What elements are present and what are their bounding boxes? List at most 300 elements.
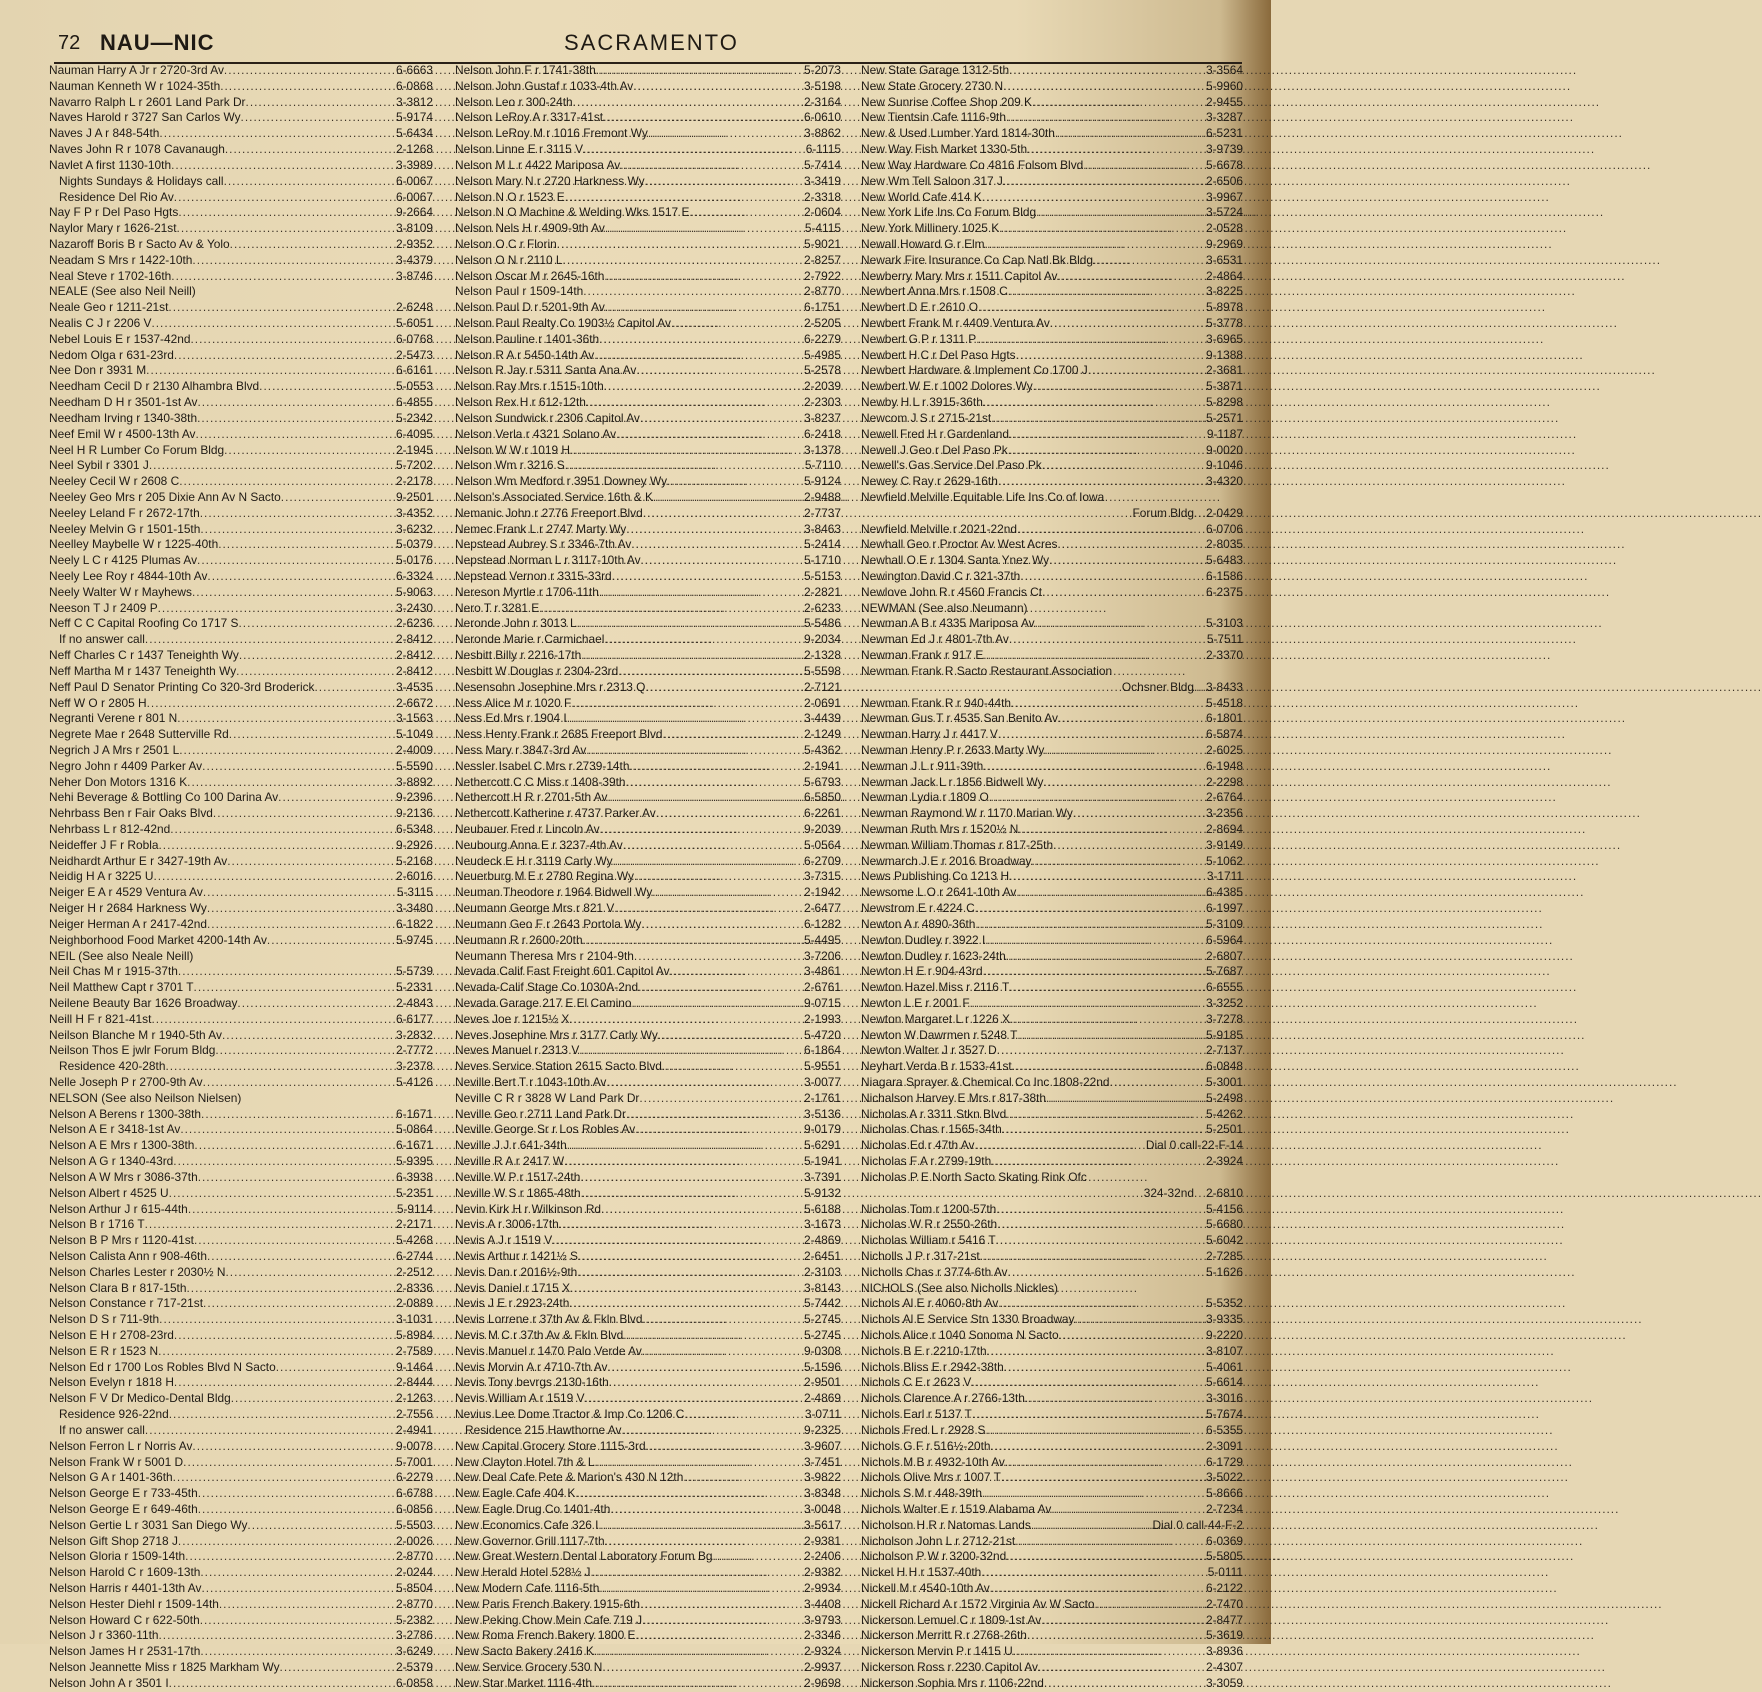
- directory-listing: [455, 126, 841, 142]
- directory-listing: [455, 664, 841, 680]
- listing-phone: 3-2832: [395, 1027, 433, 1042]
- directory-listing: [861, 284, 1243, 300]
- listing-phone: 3-4861: [803, 964, 841, 979]
- directory-listing: [455, 996, 841, 1012]
- listing-name: Nee Don r 3931 M: [49, 363, 147, 378]
- directory-listing: [455, 1312, 841, 1328]
- leader-dots: [200, 1565, 396, 1581]
- leader-dots: [218, 537, 396, 553]
- listing-name: Nelson J r 3360-11th: [49, 1628, 159, 1643]
- leader-dots: [194, 980, 396, 996]
- listing-phone: 2-4869: [803, 1233, 841, 1248]
- directory-listing: [49, 933, 433, 949]
- listing-phone: 2-7137: [1205, 1043, 1243, 1058]
- directory-listing: [49, 1407, 433, 1423]
- directory-listing: [861, 806, 1243, 822]
- directory-listing: [49, 348, 433, 364]
- leader-dots: [565, 458, 805, 474]
- listing-name: Nicholls Chas r 3774-6th Av: [861, 1264, 1008, 1279]
- leader-dots: [1008, 443, 1206, 459]
- listing-phone: 6-0848: [1205, 1059, 1243, 1074]
- leader-dots: [1008, 284, 1206, 300]
- listing-name: Newman Ruth Mrs r 1520½ N: [861, 822, 1019, 836]
- leader-dots: [586, 743, 804, 759]
- directory-listing: [861, 664, 1243, 680]
- directory-listing: [861, 332, 1243, 348]
- directory-listing: [861, 458, 1243, 474]
- leader-dots: [641, 917, 804, 933]
- leader-dots: [159, 126, 396, 142]
- listing-phone: 6-5874: [1205, 727, 1243, 742]
- leader-dots: [713, 1549, 804, 1565]
- leader-dots: [601, 1202, 804, 1218]
- listing-name: Nelson Paul D r 5201-9th Av: [455, 300, 605, 315]
- directory-listing: [861, 553, 1243, 569]
- directory-listing: [455, 569, 841, 585]
- listing-name: Nereson Myrtle r 1706-11th: [455, 584, 599, 599]
- directory-listing: [49, 79, 433, 95]
- listing-name: Neubauer Fred r Lincoln Av: [455, 822, 600, 836]
- listing-name: Newman J L r 911-39th: [861, 758, 984, 773]
- directory-listing: [861, 190, 1243, 206]
- listing-phone: 2-9455: [1205, 94, 1243, 109]
- listing-phone: 5-9021: [803, 236, 841, 251]
- leader-dots: [198, 1502, 396, 1518]
- leader-dots: [565, 190, 804, 206]
- directory-listing: [455, 522, 841, 538]
- directory-listing: [455, 1281, 841, 1297]
- directory-listing: [861, 1375, 1243, 1391]
- listing-phone: 3-3059: [1205, 1675, 1243, 1690]
- listing-phone: 6-0067: [395, 189, 433, 204]
- listing-phone: 9-1046: [1205, 458, 1243, 473]
- leader-dots: [220, 79, 396, 95]
- listing-name: Nevis William A r 1519 V: [455, 1391, 585, 1406]
- listing-name: Nevis Morvin A r 4710-7th Av: [455, 1359, 608, 1374]
- listing-name: Nelson Gloria r 1509-14th: [49, 1549, 186, 1564]
- leader-dots: [656, 806, 804, 822]
- listing-phone: 2-7772: [395, 1043, 433, 1058]
- leader-dots: [683, 1470, 804, 1486]
- directory-listing: [861, 1660, 1243, 1676]
- listing-phone: 6-5355: [1205, 1422, 1243, 1437]
- leader-dots: [1036, 205, 1206, 221]
- listing-name: Ness Mary r 3847-3rd Av: [455, 742, 587, 757]
- listing-phone: 3-4320: [1205, 474, 1243, 489]
- leader-dots: [626, 775, 804, 791]
- listing-name: New Service Grocery 530 N: [455, 1660, 603, 1675]
- listing-name: Nelson F V Dr Medico-Dental Bldg: [49, 1391, 231, 1406]
- leader-dots: [1020, 569, 1206, 585]
- leader-dots: [1110, 1075, 1206, 1091]
- listing-phone: 3-7451: [803, 1454, 841, 1469]
- directory-listing: [49, 775, 433, 791]
- listing-name: Neville W P r 1517-24th: [455, 1169, 581, 1184]
- listing-column-1: [49, 63, 433, 1692]
- listing-phone: 5-5486: [803, 616, 841, 631]
- listing-phone: 6-1997: [1205, 901, 1243, 916]
- directory-listing: [49, 490, 433, 506]
- leader-dots: [623, 1328, 804, 1344]
- leader-dots: [623, 838, 804, 854]
- listing-name: Neeley Geo Mrs r 205 Dixie Ann Av N Sacto: [49, 489, 281, 504]
- leader-dots: [567, 711, 804, 727]
- listing-phone: 6-1115: [805, 142, 841, 157]
- listing-phone: 6-6177: [395, 1011, 433, 1026]
- listing-phone: 5-0111: [1207, 1565, 1243, 1580]
- listing-name: Nichols Earl r 5137 T: [861, 1407, 972, 1422]
- leader-dots: [145, 1217, 396, 1233]
- directory-listing: [455, 95, 841, 111]
- directory-listing: [49, 158, 433, 174]
- directory-listing: [49, 1597, 433, 1613]
- directory-listing: [861, 632, 1243, 648]
- listing-name: New Wm Tell Saloon 317 J: [861, 173, 1003, 188]
- listing-phone: 9-2039: [803, 822, 841, 836]
- listing-phone: 6-2122: [1205, 1581, 1243, 1595]
- directory-listing: [455, 142, 841, 158]
- listing-phone: 6-0369: [1205, 1533, 1243, 1548]
- listing-phone: 3-9967: [1205, 189, 1243, 204]
- leader-dots: [1025, 1391, 1206, 1407]
- listing-name: Neidhardt Arthur E r 3427-19th Av: [49, 853, 228, 868]
- listing-phone: 3-3252: [1205, 995, 1243, 1010]
- directory-listing: [861, 1059, 1243, 1075]
- listing-name: Nepstead Norman L r 3117-10th Av: [455, 553, 641, 568]
- directory-listing: [861, 949, 1243, 965]
- leader-dots: [225, 142, 396, 158]
- directory-listing: [861, 1249, 1243, 1265]
- directory-listing: [49, 664, 433, 680]
- listing-name: Nichols Bliss E r 2942-38th: [861, 1359, 1004, 1374]
- listing-name: New Paris French Bakery 1915-6th: [455, 1596, 641, 1611]
- directory-listing: [861, 1091, 1243, 1107]
- listing-phone: 2-6233: [803, 600, 841, 615]
- directory-listing: [861, 1107, 1243, 1123]
- leader-dots: [581, 648, 804, 664]
- directory-listing: [861, 1170, 1243, 1186]
- listing-name: Nevis Arthur r 1421½ S: [455, 1248, 578, 1263]
- listing-name: Neff Martha M r 1437 Teneighth Wy: [49, 663, 237, 678]
- leader-dots: [1038, 1660, 1206, 1676]
- leader-dots: [633, 79, 804, 95]
- listing-phone: 5-2073: [803, 63, 841, 77]
- listing-phone: 9-0078: [395, 1438, 433, 1453]
- leader-dots: [1009, 63, 1206, 79]
- directory-listing: [455, 1249, 841, 1265]
- listing-name: Needham D H r 3501-1st Av: [49, 395, 198, 410]
- leader-dots: [145, 1423, 396, 1439]
- listing-phone: 2-6506: [1205, 173, 1243, 188]
- directory-listing: [49, 1312, 433, 1328]
- directory-listing: [49, 553, 433, 569]
- listing-phone: 5-1941: [803, 1154, 841, 1169]
- leader-dots: [602, 1660, 804, 1676]
- directory-listing: [455, 537, 841, 553]
- listing-name: Nelson Calista Ann r 908-46th: [49, 1248, 207, 1263]
- leader-dots: [1013, 1644, 1206, 1660]
- directory-listing: [861, 1518, 1243, 1534]
- leader-dots: [1073, 806, 1206, 822]
- listing-name: Nichols B E r 2210-17th: [861, 1343, 987, 1358]
- leader-dots: [614, 901, 804, 917]
- leader-dots: [634, 949, 804, 965]
- listing-name: New Tientsin Cafe 1116-9th: [861, 110, 1006, 125]
- listing-phone: 5-9960: [1205, 78, 1243, 93]
- listing-phone: 9-1464: [395, 1359, 433, 1374]
- listing-name: Nay F P r Del Paso Hgts: [49, 205, 179, 220]
- listing-phone: 2-8412: [395, 632, 433, 647]
- listing-phone: 5-3115: [396, 885, 433, 900]
- leader-dots: [196, 427, 396, 443]
- listing-phone: 6-1282: [803, 916, 841, 931]
- listing-phone: 2-8257: [803, 252, 841, 267]
- listing-name: News Publishing Co 1213 H: [861, 869, 1010, 884]
- leader-dots: [583, 142, 806, 158]
- leader-dots: [158, 838, 395, 854]
- directory-listing: [455, 300, 841, 316]
- directory-listing: [861, 142, 1243, 158]
- listing-phone: 2-6477: [803, 901, 841, 916]
- listing-name: Nichols S M r 448-39th: [861, 1486, 982, 1501]
- listing-name: New Governor Grill 1117-7th: [455, 1533, 605, 1548]
- listing-phone: 3-8109: [395, 221, 433, 236]
- directory-listing: [49, 1486, 433, 1502]
- leader-dots: [604, 269, 804, 285]
- listing-phone: 5-6678: [1205, 157, 1243, 172]
- leader-dots: [626, 1107, 804, 1123]
- listing-phone: 6-2261: [803, 806, 841, 821]
- listing-phone: 3-2378: [395, 1059, 433, 1074]
- leader-dots: [648, 126, 804, 142]
- listing-name: Nelson A E r 3418-1st Av: [49, 1122, 181, 1137]
- listing-phone: 3-7206: [803, 948, 841, 963]
- leader-dots: [629, 759, 804, 775]
- leader-dots: [559, 1217, 804, 1233]
- listing-name: Neff Paul D Senator Printing Co 320-3rd Broderick: [49, 679, 315, 694]
- leader-dots: [975, 917, 1206, 933]
- leader-dots: [1083, 158, 1206, 174]
- listing-name: Niagara Sprayer & Chemical Co Inc 1808-22nd: [861, 1075, 1110, 1089]
- listing-phone: 6-6663: [395, 63, 433, 77]
- listing-phone: 5-3109: [1205, 916, 1243, 931]
- listing-phone: 2-1942: [803, 885, 841, 900]
- listing-name: Neville C R r 3828 W Land Park Dr: [455, 1090, 640, 1105]
- listing-phone: 3-1673: [803, 1217, 841, 1232]
- leader-dots: [280, 1660, 396, 1676]
- directory-listing: [49, 790, 433, 806]
- listing-name: Nelson Charles Lester r 2030½ N: [49, 1264, 226, 1279]
- leader-dots: [642, 1613, 804, 1629]
- listing-name: Neves Manuel r 2313 V: [455, 1043, 580, 1058]
- listing-name: Newey C Ray r 2629-16th: [861, 474, 998, 489]
- listing-name: Neves Josephine Mrs r 3177 Carly Wy: [455, 1027, 658, 1042]
- listing-name: Newell's Gas Service Del Paso Pk: [861, 458, 1042, 473]
- directory-listing: [49, 869, 433, 885]
- directory-listing: [455, 1613, 841, 1629]
- listing-name: Nelson R Jay r 5311 Santa Ana Av: [455, 363, 637, 378]
- leader-dots: [645, 680, 804, 696]
- listing-name: Nelson N O Machine & Welding Wks 1517 E: [455, 205, 690, 220]
- directory-listing: [455, 1043, 841, 1059]
- listing-name: Nebel Louis E r 1537-42nd: [49, 331, 191, 346]
- listing-name: Nauman Harry A Jr r 2720-3rd Av: [49, 63, 224, 77]
- directory-listing: [455, 1091, 841, 1107]
- listing-phone: 2-6025: [1205, 742, 1243, 757]
- leader-dots: [203, 885, 397, 901]
- listing-phone: 5-6042: [1205, 1233, 1243, 1248]
- listing-phone: 6-0768: [395, 331, 433, 346]
- directory-listing: [455, 696, 841, 712]
- listing-phone: 6-1864: [803, 1043, 841, 1058]
- listing-name: Nelson W W r 1019 H: [455, 442, 570, 457]
- listing-phone: 2-3924: [1205, 1154, 1243, 1169]
- directory-listing: [861, 1344, 1243, 1360]
- directory-listing: [455, 1170, 841, 1186]
- directory-listing: [49, 63, 433, 79]
- leader-dots: [1055, 126, 1206, 142]
- listing-name: Nelson James H r 2531-17th: [49, 1644, 201, 1659]
- listing-phone: 5-2351: [395, 1185, 433, 1200]
- leader-dots: [1035, 616, 1206, 632]
- leader-dots: [634, 869, 804, 885]
- listing-name: Nevis Lorrene r 37th Av & Fkln Blvd: [455, 1312, 643, 1327]
- directory-listing: [861, 1407, 1243, 1423]
- listing-name: New Sacto Bakery 2416 K: [455, 1644, 594, 1659]
- directory-listing: [861, 411, 1243, 427]
- listing-phone: 3-6531: [1205, 252, 1243, 267]
- directory-listing: [455, 190, 841, 206]
- directory-listing: [49, 363, 433, 379]
- listing-phone: 2-0691: [803, 695, 841, 710]
- listing-name: Nevius Lee Dome Tractor & Imp Co 1206 C: [455, 1407, 685, 1422]
- listing-name: Nichols Clarence A r 2766-13th: [861, 1391, 1025, 1406]
- listing-phone: 5-2168: [395, 853, 433, 868]
- listing-name: Nevis Dan r 2016½-9th: [455, 1264, 578, 1279]
- listing-name: Nicholas Chas r 1565-34th: [861, 1122, 1002, 1137]
- listing-name: New Eagle Drug Co 1401-4th: [455, 1501, 611, 1516]
- leader-dots: [197, 411, 396, 427]
- directory-listing: [49, 1122, 433, 1138]
- listing-phone: 5-0379: [395, 537, 433, 552]
- listing-name: Nelson Clara B r 817-15th: [49, 1280, 187, 1295]
- leader-dots: [570, 443, 804, 459]
- leader-dots: [169, 1186, 396, 1202]
- listing-phone: 9-2969: [1205, 236, 1243, 251]
- listing-phone: 3-5724: [1205, 205, 1243, 220]
- listing-name: Neighborhood Food Market 4200-14th Av: [49, 932, 267, 947]
- directory-listing: [455, 854, 841, 870]
- listing-phone: 5-2498: [1205, 1090, 1243, 1105]
- directory-listing: [49, 332, 433, 348]
- listing-phone: 3-0048: [803, 1501, 841, 1516]
- listing-name: Newcom J S r 2715-21st: [861, 410, 992, 425]
- listing-phone: 2-1993: [803, 1011, 841, 1026]
- leader-dots: [168, 300, 396, 316]
- leader-dots: [599, 332, 804, 348]
- directory-listing: [861, 838, 1243, 854]
- listing-name: Neville J J r 641-34th: [455, 1138, 567, 1153]
- leader-dots: [178, 205, 396, 221]
- directory-listing: [49, 221, 433, 237]
- listing-name: Newby H L r 3915-36th: [861, 395, 983, 410]
- listing-phone: 2-9934: [803, 1581, 841, 1595]
- listing-name: Nelson Gift Shop 2718 J: [49, 1533, 178, 1548]
- listing-name: Neville R A r 2417 W: [455, 1154, 565, 1169]
- leader-dots: [169, 1407, 396, 1423]
- leader-dots: [639, 1091, 804, 1107]
- listing-phone: 6-1586: [1205, 569, 1243, 583]
- directory-listing: [861, 1470, 1243, 1486]
- listing-name: Nicholas W R r 2550-26th: [861, 1217, 998, 1232]
- listing-phone: 5-6483: [1205, 553, 1243, 568]
- directory-listing: [49, 142, 433, 158]
- listing-name: Nelson G A r 1401-36th: [49, 1470, 173, 1485]
- leader-dots: [153, 869, 396, 885]
- listing-name: Nelson A E Mrs r 1300-38th: [49, 1138, 195, 1153]
- leader-dots: [1044, 743, 1206, 759]
- listing-phone: 3-8143: [803, 1280, 841, 1295]
- listing-name: Nickell Richard A r 1572 Virginia Av W Sacto: [861, 1596, 1095, 1611]
- directory-listing: [49, 885, 433, 901]
- leader-dots: [616, 427, 804, 443]
- directory-listing: [455, 1344, 841, 1360]
- directory-listing: [455, 585, 841, 601]
- leader-dots: [1006, 1549, 1206, 1565]
- listing-phone: 5-3778: [1205, 316, 1243, 330]
- directory-listing: [49, 727, 433, 743]
- listing-phone: 2-7121: [803, 679, 841, 694]
- leader-dots: [604, 632, 804, 648]
- leader-dots: [231, 1391, 396, 1407]
- leader-dots: [192, 1439, 396, 1455]
- listing-phone: 2-6236: [395, 616, 433, 631]
- directory-listing: [49, 1439, 433, 1455]
- directory-listing: [861, 79, 1243, 95]
- listing-phone: 2-7589: [395, 1343, 433, 1358]
- listing-name: Neves Service Station 2615 Sacto Blvd: [455, 1059, 662, 1074]
- leader-dots: [179, 474, 396, 490]
- directory-listing: [49, 126, 433, 142]
- listing-name: New State Grocery 2730 N: [861, 78, 1004, 93]
- leader-dots: [570, 1281, 804, 1297]
- directory-listing: [49, 1644, 433, 1660]
- listing-phone: 2-1945: [395, 442, 433, 457]
- directory-listing: [455, 885, 841, 901]
- directory-listing: [49, 1281, 433, 1297]
- listing-name: NICHOLS (See also Nicholls Nickles): [861, 1280, 1058, 1295]
- leader-dots: [594, 1455, 804, 1471]
- listing-phone: 3-3287: [1205, 110, 1243, 125]
- listing-phone: 9-2220: [1205, 1328, 1243, 1342]
- leader-dots: [990, 1581, 1206, 1597]
- leader-dots: [594, 1644, 804, 1660]
- listing-name: Nevis Tony bevrgs 2130-16th: [455, 1375, 609, 1390]
- listing-name: Newman Ed J r 4801-7th Av: [861, 632, 1009, 647]
- listing-name: New & Used Lumber Yard 1814-30th: [861, 126, 1055, 141]
- listing-phone: Dial 0 call-22-F-14: [1145, 1138, 1243, 1153]
- directory-listing: [455, 1360, 841, 1376]
- listing-phone: 5-4720: [803, 1027, 841, 1042]
- listing-phone: 3-3812: [395, 94, 433, 109]
- leader-dots: [1003, 174, 1206, 190]
- leader-dots: [192, 585, 396, 601]
- directory-listing: [455, 1644, 841, 1660]
- leader-dots: [638, 980, 804, 996]
- listing-name: Newark Fire Insurance Co Cap Natl Bk Bldg: [861, 252, 1093, 267]
- listing-phone: 2-7285: [1205, 1248, 1243, 1263]
- directory-listing: [455, 237, 841, 253]
